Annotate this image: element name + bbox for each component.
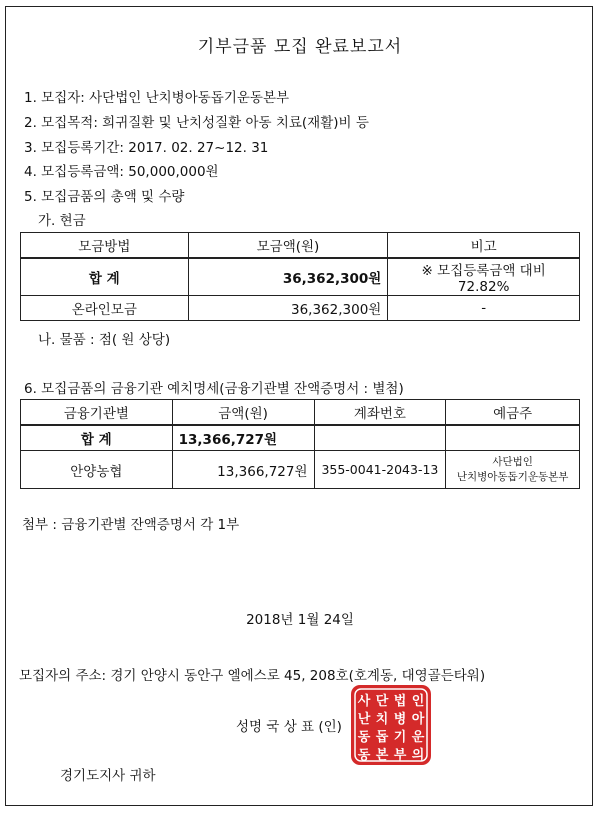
seal-glyph: 의 xyxy=(411,748,425,763)
bank-anyang-account: 355-0041-2043-13 xyxy=(314,451,446,489)
bank-table xyxy=(20,399,580,489)
cash-online-note: - xyxy=(388,296,580,321)
seal-glyph: 병 xyxy=(393,712,407,727)
cash-header-amount: 모금액(원) xyxy=(188,233,388,259)
seal-glyph: 본 xyxy=(375,748,389,763)
cash-online-label: 온라인모금 xyxy=(21,296,189,321)
seal-glyph: 법 xyxy=(393,694,407,709)
seal-glyph: 운 xyxy=(411,730,425,745)
bank-total-row xyxy=(21,425,580,451)
bank-total-account xyxy=(314,425,446,451)
bank-anyang-holder xyxy=(446,451,580,489)
cash-table-header xyxy=(21,233,580,259)
seal-glyph: 아 xyxy=(411,712,425,727)
official-seal xyxy=(349,683,433,767)
cash-total-row xyxy=(21,258,580,296)
signature-line: 성명 국 상 표 (인) xyxy=(236,719,342,735)
item-6-deposit: 6. 모집금품의 금융기관 예치명세(금융기관별 잔액증명서 : 별첨) xyxy=(24,381,404,397)
seal-glyph: 단 xyxy=(375,694,389,709)
recipient: 경기도지사 귀하 xyxy=(60,768,156,784)
cash-header-note: 비고 xyxy=(388,233,580,259)
cash-header-method: 모금방법 xyxy=(21,233,189,259)
cash-online-amount: 36,362,300원 xyxy=(188,296,388,321)
seal-glyph: 부 xyxy=(393,748,407,763)
bank-header-account: 계좌번호 xyxy=(314,400,446,426)
item-2-purpose: 2. 모집목적: 희귀질환 및 난치성질환 아동 치료(재활)비 등 xyxy=(24,115,369,131)
bank-header-institution: 금융기관별 xyxy=(21,400,173,426)
seal-glyph: 동 xyxy=(357,748,371,763)
item-5-total: 5. 모집금품의 총액 및 수량 xyxy=(24,189,185,205)
seal-glyph: 치 xyxy=(375,712,389,727)
bank-total-holder xyxy=(446,425,580,451)
report-date: 2018년 1월 24일 xyxy=(246,612,354,628)
bank-total-label: 합 계 xyxy=(21,425,173,451)
seal-glyph: 기 xyxy=(393,730,407,745)
item-5b-goods: 나. 물품 : 점( 원 상당) xyxy=(38,332,171,348)
cash-total-label: 합 계 xyxy=(21,258,189,296)
bank-table-header xyxy=(21,400,580,426)
cash-table xyxy=(20,232,580,321)
seal-glyph: 인 xyxy=(411,694,425,709)
bank-holder-line1: 사단법인 xyxy=(492,455,533,468)
item-3-period: 3. 모집등록기간: 2017. 02. 27~12. 31 xyxy=(24,140,269,156)
item-1-organizer: 1. 모집자: 사단법인 난치병아동돕기운동본부 xyxy=(24,90,290,106)
bank-anyang-label: 안양농협 xyxy=(21,451,173,489)
bank-anyang-amount: 13,366,727원 xyxy=(172,451,314,489)
organizer-address: 모집자의 주소: 경기 안양시 동안구 엘에스로 45, 208호(호계동, 대영골든타워) xyxy=(19,668,486,684)
seal-glyph: 동 xyxy=(357,730,371,745)
seal-glyph: 난 xyxy=(357,712,371,727)
seal-glyph: 돕 xyxy=(375,730,389,745)
bank-total-amount: 13,366,727원 xyxy=(172,425,314,451)
cash-online-row xyxy=(21,296,580,321)
document-title: 기부금품 모집 완료보고서 xyxy=(197,37,403,57)
item-5a-cash: 가. 현금 xyxy=(38,213,86,229)
bank-anyang-row xyxy=(21,451,580,489)
bank-holder-line2: 난치병아동돕기운동본부 xyxy=(456,470,569,483)
cash-total-amount: 36,362,300원 xyxy=(188,258,388,296)
bank-header-holder: 예금주 xyxy=(446,400,580,426)
cash-total-note: ※ 모집등록금액 대비 72.82% xyxy=(388,258,580,296)
bank-header-amount: 금액(원) xyxy=(172,400,314,426)
seal-glyph: 사 xyxy=(357,694,371,709)
attachment-note: 첨부 : 금융기관별 잔액증명서 각 1부 xyxy=(22,517,240,533)
item-4-target-amount: 4. 모집등록금액: 50,000,000원 xyxy=(24,164,219,180)
